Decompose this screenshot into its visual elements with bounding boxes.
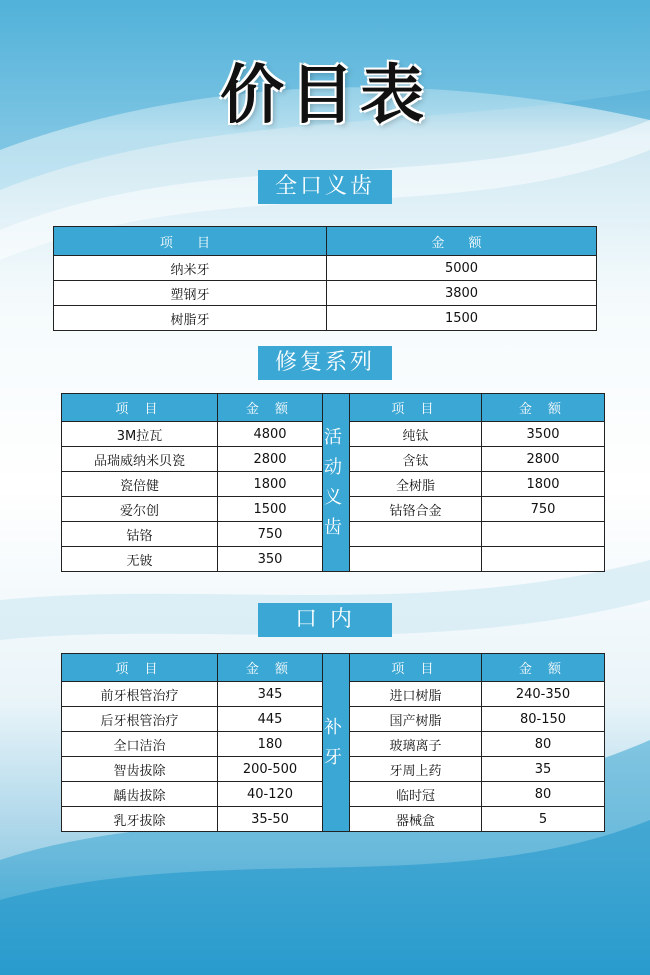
side-label-filling: 补 牙 (323, 654, 350, 832)
header-item: 项 目 (62, 394, 218, 422)
price-cell: 40-120 (218, 782, 323, 807)
price-cell (482, 522, 605, 547)
price-cell: 80 (482, 732, 605, 757)
item-cell: 无铍 (62, 547, 218, 572)
price-cell: 5 (482, 807, 605, 832)
price-cell: 80-150 (482, 707, 605, 732)
table-header-row (62, 394, 605, 422)
price-cell: 1800 (482, 472, 605, 497)
price-cell: 200-500 (218, 757, 323, 782)
price-cell (482, 547, 605, 572)
price-cell: 4800 (218, 422, 323, 447)
table-row (54, 256, 597, 281)
item-cell: 品瑞威纳米贝瓷 (62, 447, 218, 472)
item-cell: 智齿拔除 (62, 757, 218, 782)
price-cell: 35 (482, 757, 605, 782)
header-price: 金 额 (482, 394, 605, 422)
item-cell: 爱尔创 (62, 497, 218, 522)
header-price: 金 额 (327, 227, 597, 256)
price-cell: 750 (482, 497, 605, 522)
price-cell: 240-350 (482, 682, 605, 707)
item-cell: 前牙根管治疗 (62, 682, 218, 707)
item-cell: 乳牙拔除 (62, 807, 218, 832)
table-row (54, 281, 597, 306)
repair-table (61, 393, 605, 572)
page-title: 价目表 (220, 59, 430, 133)
item-cell: 塑钢牙 (54, 281, 327, 306)
full-denture-table (53, 226, 597, 331)
item-cell: 后牙根管治疗 (62, 707, 218, 732)
item-cell: 临时冠 (350, 782, 482, 807)
section-title-full-denture: 全口义齿 (258, 170, 392, 204)
item-cell: 国产树脂 (350, 707, 482, 732)
item-cell: 瓷倍健 (62, 472, 218, 497)
price-cell: 2800 (218, 447, 323, 472)
item-cell: 进口树脂 (350, 682, 482, 707)
header-item: 项 目 (54, 227, 327, 256)
price-cell: 80 (482, 782, 605, 807)
price-cell: 2800 (482, 447, 605, 472)
item-cell: 树脂牙 (54, 306, 327, 331)
header-item: 项 目 (350, 654, 482, 682)
item-cell: 牙周上药 (350, 757, 482, 782)
item-cell: 器械盒 (350, 807, 482, 832)
side-label-removable-denture: 活 动 义 齿 (323, 394, 350, 572)
price-cell: 3500 (482, 422, 605, 447)
table-row (54, 306, 597, 331)
item-cell: 钴铬 (62, 522, 218, 547)
price-cell: 750 (218, 522, 323, 547)
item-cell: 含钛 (350, 447, 482, 472)
price-cell: 445 (218, 707, 323, 732)
price-cell: 5000 (327, 256, 597, 281)
header-item: 项 目 (62, 654, 218, 682)
table-header-row (62, 654, 605, 682)
price-cell: 1500 (218, 497, 323, 522)
price-cell: 350 (218, 547, 323, 572)
price-cell: 35-50 (218, 807, 323, 832)
item-cell: 纯钛 (350, 422, 482, 447)
header-price: 金 额 (482, 654, 605, 682)
item-cell: 玻璃离子 (350, 732, 482, 757)
price-cell: 345 (218, 682, 323, 707)
header-price: 金 额 (218, 654, 323, 682)
item-cell: 钴铬合金 (350, 497, 482, 522)
item-cell (350, 522, 482, 547)
price-cell: 1500 (327, 306, 597, 331)
item-cell: 3M拉瓦 (62, 422, 218, 447)
item-cell: 龋齿拔除 (62, 782, 218, 807)
price-cell: 3800 (327, 281, 597, 306)
section-title-repair: 修复系列 (258, 346, 392, 380)
header-item: 项 目 (350, 394, 482, 422)
price-cell: 180 (218, 732, 323, 757)
item-cell: 纳米牙 (54, 256, 327, 281)
item-cell: 全树脂 (350, 472, 482, 497)
section-title-internal: 口 内 (258, 603, 392, 637)
internal-treatment-table (61, 653, 605, 832)
item-cell: 全口洁治 (62, 732, 218, 757)
price-cell: 1800 (218, 472, 323, 497)
header-price: 金 额 (218, 394, 323, 422)
item-cell (350, 547, 482, 572)
table-header-row (54, 227, 597, 256)
